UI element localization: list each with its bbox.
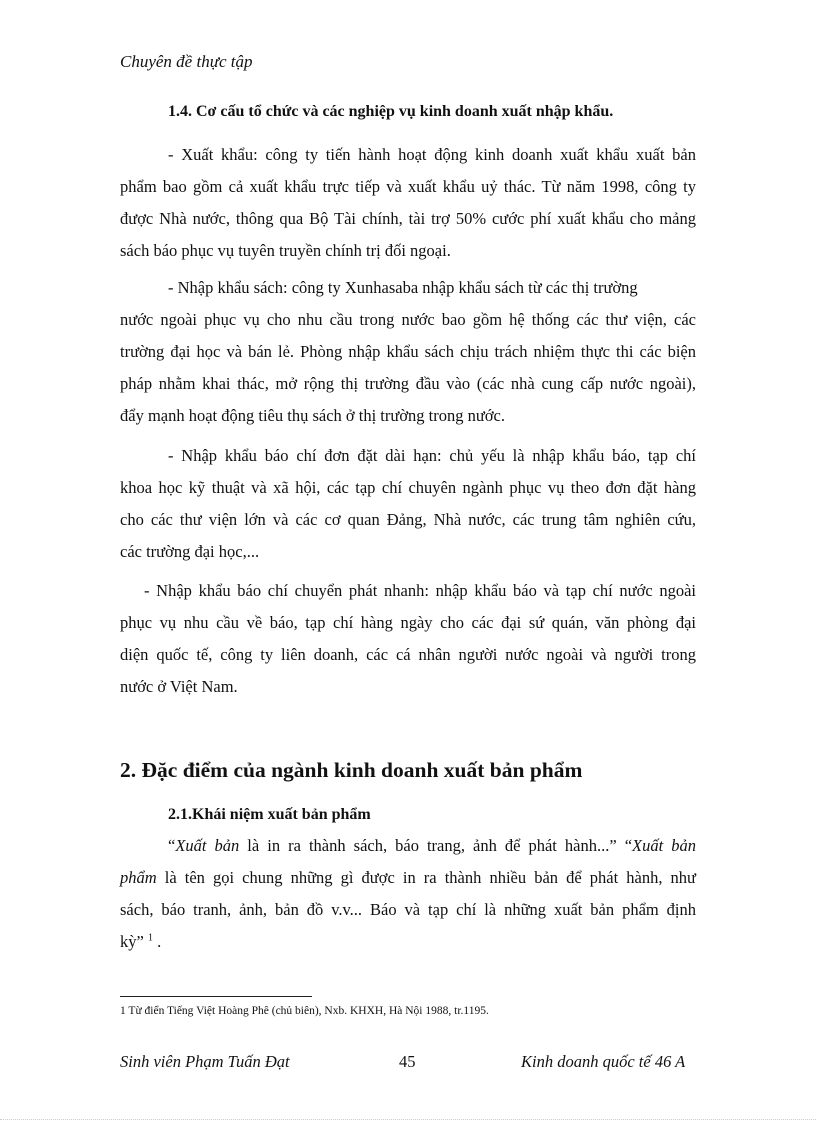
- text-line: phục vụ nhu cầu về báo, tạp chí hàng ngày cho các đại sứ quán, văn phòng đại: [120, 613, 696, 632]
- section-2-title: 2. Đặc điểm của ngành kinh doanh xuất bản phẩm: [120, 758, 583, 782]
- paragraph-long-term-press-import: [120, 446, 696, 566]
- paragraph-export: [120, 145, 696, 265]
- footnote-marker: 1: [120, 1005, 126, 1017]
- text-line: cho các thư viện lớn và các cơ quan Đảng, Nhà nước, các trung tâm nghiên cứu,: [120, 510, 696, 529]
- text-line: đẩy mạnh hoạt động tiêu thụ sách ở thị trường trong nước.: [120, 406, 505, 425]
- section-1-4-title: 1.4. Cơ cấu tổ chức và các nghiệp vụ kinh doanh xuất nhập khẩu.: [168, 103, 614, 120]
- footer-author: Sinh viên Phạm Tuấn Đạt: [120, 1052, 290, 1071]
- footnote-text: Từ điển Tiếng Việt Hoàng Phê (chủ biên), Nxb. KHXH, Hà Nội 1988, tr.1195.: [125, 1005, 489, 1017]
- running-header: Chuyên đề thực tập: [120, 52, 253, 71]
- italic-term: phẩm: [120, 868, 157, 887]
- text-line: trường đại học và bán lẻ. Phòng nhập khẩu sách chịu trách nhiệm thực thi các biện: [120, 342, 696, 361]
- text-line: phẩm là tên gọi chung những gì được in ra thành nhiều bản để phát hành, như: [120, 868, 696, 887]
- paragraph-book-import: [120, 278, 696, 428]
- footnote: [120, 1005, 489, 1017]
- footnote-reference[interactable]: 1: [147, 932, 153, 944]
- text-line: sách, báo tranh, ảnh, bản đồ v.v... Báo và tạp chí là những xuất bản phẩm định: [120, 900, 696, 919]
- text-line: được Nhà nước, thông qua Bộ Tài chính, tài trợ 50% cước phí xuất khẩu cho mảng: [120, 209, 696, 228]
- text-line: các trường đại học,...: [120, 542, 260, 561]
- text-line: - Nhập khẩu báo chí chuyển phát nhanh: nhập khẩu báo và tạp chí nước ngoài: [144, 581, 696, 600]
- italic-term: Xuất bản: [632, 836, 696, 855]
- text-line: pháp nhằm khai thác, mở rộng thị trường đầu vào (các nhà cung cấp nước ngoài),: [120, 374, 696, 393]
- text-line: - Nhập khẩu báo chí đơn đặt dài hạn: chủ yếu là nhập khẩu báo, tạp chí: [168, 446, 696, 465]
- text-line: “Xuất bản là in ra thành sách, báo trang, ảnh để phát hành...” “Xuất bản: [168, 836, 696, 855]
- text-line: phẩm bao gồm cả xuất khẩu trực tiếp và xuất khẩu uỷ thác. Từ năm 1998, công ty: [120, 177, 696, 196]
- text-line: - Xuất khẩu: công ty tiến hành hoạt động kinh doanh xuất khẩu xuất bản: [168, 145, 696, 164]
- paragraph-express-press-import: [120, 581, 696, 701]
- text-line: nước ở Việt Nam.: [120, 677, 238, 696]
- footnote-separator: [120, 996, 312, 997]
- text-line: nước ngoài phục vụ cho nhu cầu trong nước bao gồm hệ thống các thư viện, các: [120, 310, 696, 329]
- text-line: kỳ” $^1$ .: [120, 932, 162, 951]
- italic-term: Xuất bản: [175, 836, 240, 855]
- text-line: khoa học kỹ thuật và xã hội, các tạp chí chuyên ngành phục vụ theo đơn đặt hàng: [120, 478, 696, 497]
- page-bottom-divider: [0, 1119, 816, 1120]
- section-2-1-title: 2.1.Khái niệm xuất bản phẩm: [168, 806, 371, 823]
- text-line: - Nhập khẩu sách: công ty Xunhasaba nhập khẩu sách từ các thị trường: [168, 278, 638, 297]
- footer-course: Kinh doanh quốc tế 46 A: [521, 1052, 686, 1071]
- paragraph-definition: [120, 836, 696, 966]
- text-line: sách báo phục vụ tuyên truyền chính trị đối ngoại.: [120, 241, 451, 260]
- page-number: 45: [399, 1052, 416, 1071]
- text-line: diện quốc tế, công ty liên doanh, các cá nhân người nước ngoài và người trong: [120, 645, 696, 664]
